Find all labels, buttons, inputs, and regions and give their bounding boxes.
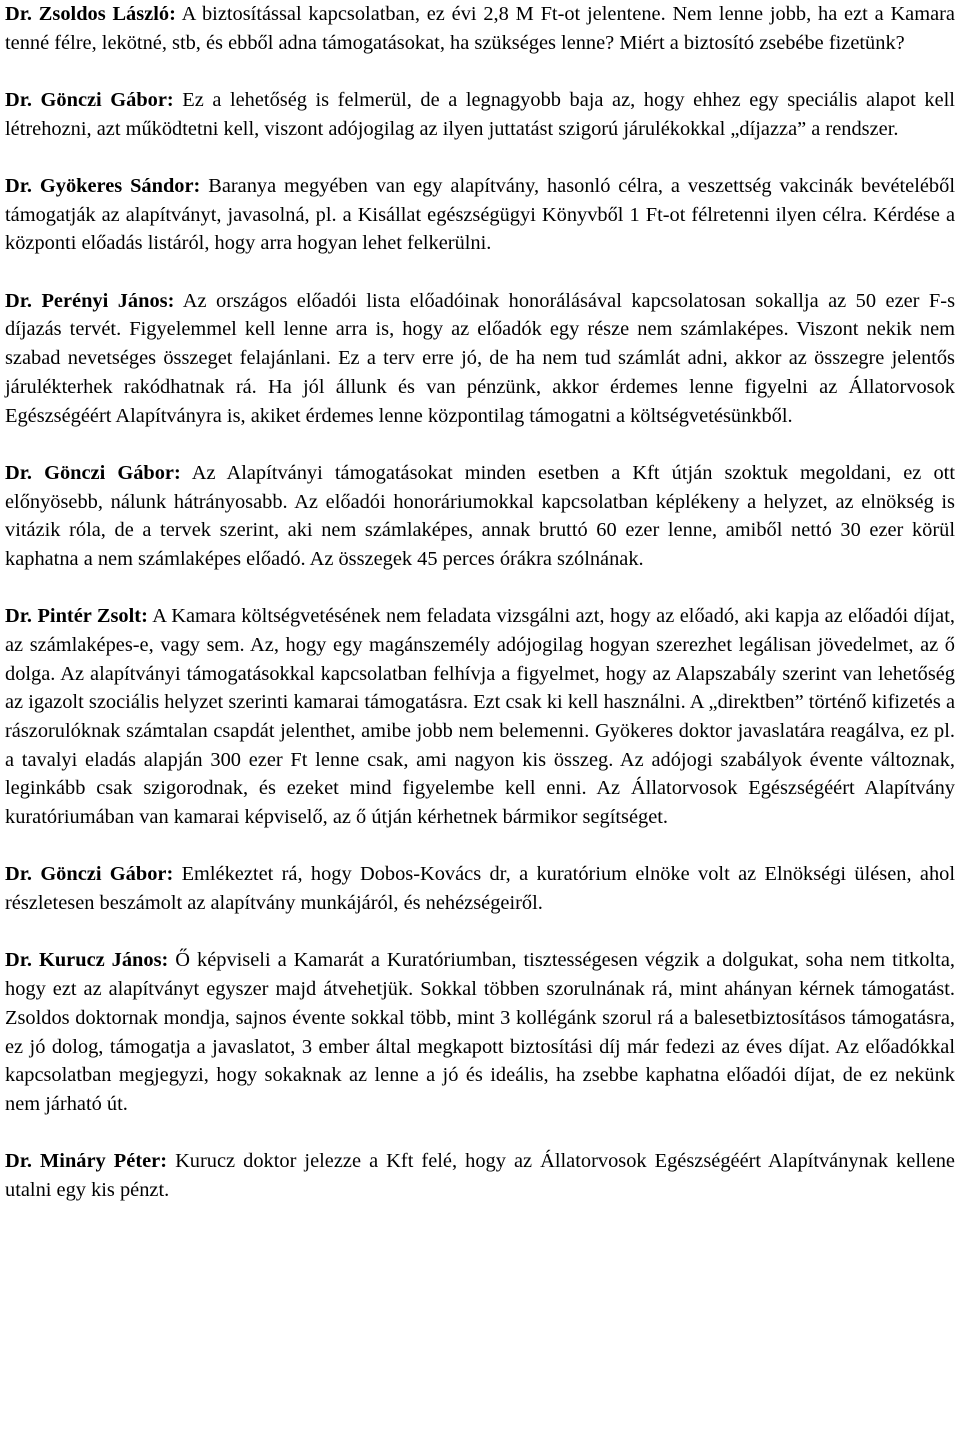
statement-text: Az országos előadói lista előadóinak honorálásával kapcsolatosan sokallja az 50 ezer F-s díjazás tervét. Figyelemmel kell lenne arra is, hogy az előadók egy része nem számlaképes. Viszont nekik nem szabad nevetséges összeget felajánlani. Ez a terv erre jó, de ha nem tud számlát adni, akkor az összegre jelentős járulékterhek rakódhatnak rá. Ha jól állunk és van pénzünk, akkor érdemes lenne figyelni az Állatorvosok Egészségéért Alapítványra is, akiket érdemes lenne központilag támogatni a költségvetésünkből. (5, 289, 955, 427)
minutes-paragraph (5, 602, 955, 832)
minutes-paragraph (5, 0, 955, 57)
speaker-name: Dr. Gönczi Gábor: (5, 863, 174, 886)
minutes-paragraph (5, 172, 955, 258)
minutes-paragraph (5, 459, 955, 574)
statement-text: Ez a lehetőség is felmerül, de a legnagyobb baja az, hogy ehhez egy speciális alapot kell létrehozni, azt működtetni kell, viszont adójogilag az ilyen juttatást szigorú járulékokkal „díjazza” a rendszer. (5, 89, 955, 140)
statement-text: Kurucz doktor jelezze a Kft felé, hogy az Állatorvosok Egészségéért Alapítványnak kellene utalni egy kis pénzt. (5, 1150, 955, 1201)
speaker-name: Dr. Zsoldos László: (5, 3, 176, 25)
statement-text: A biztosítással kapcsolatban, ez évi 2,8 M Ft-ot jelentene. Nem lenne jobb, ha ezt a Kamara tenné félre, lekötné, stb, és ebből adna támogatásokat, ha szükséges lenne? Miért a biztosító zsebébe fizetünk? (5, 3, 955, 54)
speaker-name: Dr. Perényi János: (5, 289, 175, 312)
minutes-paragraph (5, 860, 955, 917)
speaker-name: Dr. Gönczi Gábor: (5, 89, 174, 111)
speaker-name: Dr. Mináry Péter: (5, 1150, 167, 1173)
statement-text: Ő képviseli a Kamarát a Kuratóriumban, tisztességesen végzik a dolgukat, soha nem titkolta, hogy ezt az alapítványt egyszer majd átvehetjük. Sokkal többen szorulnának rá, mint ahányan kérnek támogatást. Zsoldos doktornak mondja, sajnos évente sokkal több, mint 3 kollégánk szorul rá a balesetbiztosításos támogatásra, ez jó dolog, támogatja a javaslatot, 3 ember által megkapott biztosítási díj már fedezi az éves díjat. Az előadókkal kapcsolatban megjegyzi, hogy sokaknak az lenne a jó és ideális, ha zsebbe kaphatna előadói díjat, de ez nekünk nem járható út. (5, 949, 955, 1115)
speaker-name: Dr. Pintér Zsolt: (5, 605, 148, 628)
speaker-name: Dr. Kurucz János: (5, 949, 169, 972)
document-page (5, 0, 955, 1233)
statement-text: A Kamara költségvetésének nem feladata vizsgálni azt, hogy az előadó, aki kapja az előadói díjat, az számlaképes-e, vagy sem. Az, hogy egy magánszemély adójogilag hogyan szerezhet legálisan jövedelmet, az ő dolga. Az alapítványi támogatásokkal kapcsolatban felhívja a figyelmet, hogy az Alapszabály szerint van lehetőség az igazolt szociális helyzet szerinti kamarai támogatásra. Ezt csak ki kell használni. A „direktben” történő kifizetés a rászorulóknak számtalan csapdát jelenthet, amibe jobb nem belemenni. Gyökeres doktor javaslatára reagálva, ez pl. a tavalyi eladás alapján 300 ezer Ft lenne csak, ami nagyon kis összeg. Az adójogi szabályok évente változnak, leginkább csak szigorodnak, és ezeket mind figyelembe kell enni. Az Állatorvosok Egészségéért Alapítvány kuratóriumában van kamarai képviselő, az ő útján kérhetnek bármikor segítséget. (5, 605, 955, 829)
statement-text: Baranya megyében van egy alapítvány, hasonló célra, a veszettség vakcinák bevételéből támogatják az alapítványt, javasolná, pl. a Kisállat egészségügyi Könyvből 1 Ft-ot félretenni ilyen célra. Kérdése a központi előadás listáról, hogy arra hogyan lehet felkerülni. (5, 175, 955, 255)
speaker-name: Dr. Gyökeres Sándor: (5, 175, 201, 197)
minutes-paragraph (5, 86, 955, 143)
minutes-paragraph (5, 287, 955, 431)
minutes-paragraph (5, 946, 955, 1118)
statement-text: Az Alapítványi támogatásokat minden esetben a Kft útján szoktuk megoldani, ez ott előnyösebb, nálunk hátrányosabb. Az előadói honoráriumokkal kapcsolatban képlékeny a helyzet, az elnökség is vitázik róla, de a tervek szerint, aki nem számlaképes, annak bruttó 60 ezer lenne, amiből nettó 30 ezer körül kaphatna a nem számlaképes előadó. Az összegek 45 perces órákra szólnának. (5, 461, 955, 570)
minutes-paragraph (5, 1147, 955, 1204)
statement-text: Emlékeztet rá, hogy Dobos-Kovács dr, a kuratórium elnöke volt az Elnökségi ülésen, ahol részletesen beszámolt az alapítvány munkájáról, és nehézségeiről. (5, 863, 955, 915)
speaker-name: Dr. Gönczi Gábor: (5, 461, 181, 484)
